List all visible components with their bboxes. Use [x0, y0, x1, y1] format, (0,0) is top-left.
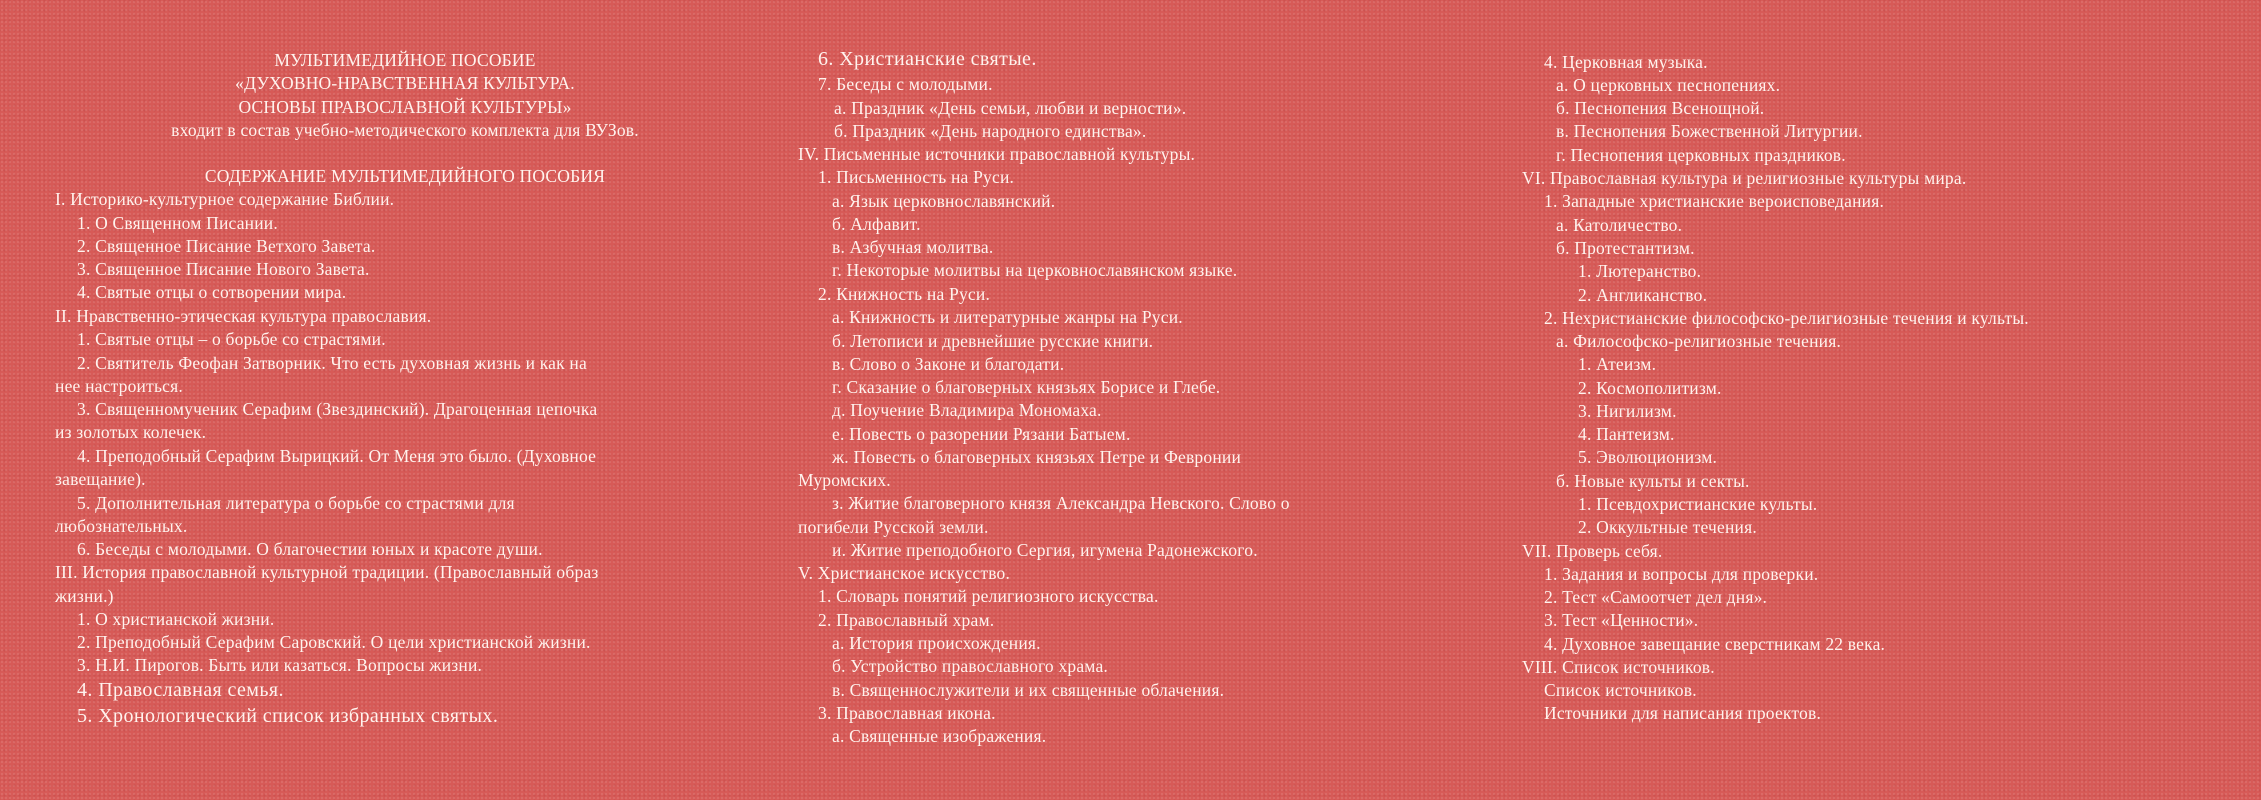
toc-section[interactable]: III. История православной культурной традиции. (Православный образ	[55, 562, 599, 582]
toc-subsubitem[interactable]: 1. Псевдохристианские культы.	[1578, 494, 1818, 514]
toc-subitem[interactable]: б. Алфавит.	[832, 214, 921, 234]
toc-subitem[interactable]: а. Праздник «День семьи, любви и верности».	[834, 98, 1187, 118]
toc-subitem[interactable]: в. Слово о Законе и благодати.	[832, 354, 1065, 374]
header-title-line2: «ДУХОВНО-НРАВСТВЕННАЯ КУЛЬТУРА.	[235, 73, 575, 93]
toc-item[interactable]: 5. Хронологический список избранных святых.	[77, 705, 499, 727]
toc-item[interactable]: 5. Дополнительная литература о борьбе со страстями для	[77, 493, 515, 513]
toc-subitem[interactable]: а. Философско-религиозные течения.	[1556, 331, 1842, 351]
toc-item[interactable]: 1. Западные христианские вероисповедания.	[1544, 191, 1885, 211]
toc-item[interactable]: 3. Священное Писание Нового Завета.	[77, 259, 370, 279]
toc-subsubitem[interactable]: 5. Эволюционизм.	[1578, 447, 1718, 467]
toc-item[interactable]: 1. О Священном Писании.	[77, 213, 278, 233]
toc-subitem[interactable]: з. Житие благоверного князя Александра Невского. Слово о	[832, 493, 1290, 513]
toc-item[interactable]: 4. Духовное завещание сверстникам 22 века.	[1544, 634, 1886, 654]
toc-subsubitem[interactable]: 3. Нигилизм.	[1578, 401, 1677, 421]
toc-subsubitem[interactable]: 2. Оккультные течения.	[1578, 517, 1757, 537]
toc-subitem[interactable]: д. Поучение Владимира Мономаха.	[832, 400, 1102, 420]
header-title: МУЛЬТИМЕДИЙНОЕ ПОСОБИЕ	[274, 50, 536, 70]
toc-item[interactable]: 1. О христианской жизни.	[77, 609, 275, 629]
toc-item[interactable]: 2. Преподобный Серафим Саровский. О цели христианской жизни.	[77, 632, 591, 652]
toc-item-continuation[interactable]: любознательных.	[55, 516, 188, 536]
toc-item[interactable]: 4. Преподобный Серафим Вырицкий. От Меня это было. (Духовное	[77, 446, 597, 466]
toc-subitem-continuation[interactable]: погибели Русской земли.	[798, 517, 989, 537]
toc-subitem[interactable]: г. Некоторые молитвы на церковнославянском языке.	[832, 260, 1238, 280]
toc-item[interactable]: 1. Задания и вопросы для проверки.	[1544, 564, 1819, 584]
toc-subitem[interactable]: г. Песнопения церковных праздников.	[1556, 145, 1846, 165]
toc-section-continuation[interactable]: жизни.)	[55, 586, 114, 606]
toc-section[interactable]: V. Христианское искусство.	[798, 563, 1011, 583]
toc-subitem[interactable]: а. Язык церковнославянский.	[832, 191, 1056, 211]
toc-item[interactable]: 2. Священное Писание Ветхого Завета.	[77, 236, 376, 256]
toc-subsubitem[interactable]: 4. Пантеизм.	[1578, 424, 1675, 444]
toc-section[interactable]: IV. Письменные источники православной культуры.	[798, 144, 1196, 164]
toc-subitem-continuation[interactable]: Муромских.	[798, 470, 891, 490]
toc-item[interactable]: 3. Н.И. Пирогов. Быть или казаться. Вопросы жизни.	[77, 655, 483, 675]
header-subtitle: входит в состав учебно-методического комплекта для ВУЗов.	[171, 120, 639, 140]
toc-subsubitem[interactable]: 1. Атеизм.	[1578, 354, 1657, 374]
toc-subitem[interactable]: в. Азбучная молитва.	[832, 237, 994, 257]
toc-item[interactable]: 4. Святые отцы о сотворении мира.	[77, 282, 347, 302]
toc-subitem[interactable]: в. Песнопения Божественной Литургии.	[1556, 121, 1863, 141]
toc-subitem[interactable]: а. Книжность и литературные жанры на Руси.	[832, 307, 1183, 327]
toc-subitem[interactable]: б. Летописи и древнейшие русские книги.	[832, 331, 1154, 351]
toc-subitem[interactable]: а. История происхождения.	[832, 633, 1041, 653]
toc-item[interactable]: 4. Православная семья.	[77, 679, 284, 701]
toc-item[interactable]: 6. Христианские святые.	[818, 48, 1037, 70]
toc-item[interactable]: 3. Православная икона.	[818, 703, 996, 723]
toc-item-continuation[interactable]: завещание).	[55, 469, 146, 489]
contents-title: СОДЕРЖАНИЕ МУЛЬТИМЕДИЙНОГО ПОСОБИЯ	[204, 166, 606, 186]
toc-subitem[interactable]: и. Житие преподобного Сергия, игумена Радонежского.	[832, 540, 1258, 560]
toc-subitem[interactable]: а. Священные изображения.	[832, 726, 1047, 746]
toc-subitem[interactable]: е. Повесть о разорении Рязани Батыем.	[832, 424, 1131, 444]
toc-item[interactable]: 1. Святые отцы – о борьбе со страстями.	[77, 329, 386, 349]
toc-section[interactable]: VI. Православная культура и религиозные культуры мира.	[1522, 168, 1967, 188]
toc-item[interactable]: 1. Письменность на Руси.	[818, 167, 1015, 187]
toc-subitem[interactable]: г. Сказание о благоверных князьях Борисе и Глебе.	[832, 377, 1221, 397]
toc-subitem[interactable]: б. Новые культы и секты.	[1556, 471, 1750, 491]
toc-subitem[interactable]: б. Протестантизм.	[1556, 238, 1695, 258]
toc-section[interactable]: II. Нравственно-этическая культура православия.	[55, 306, 432, 326]
toc-item[interactable]: 2. Книжность на Руси.	[818, 284, 991, 304]
toc-item[interactable]: 6. Беседы с молодыми. О благочестии юных и красоте души.	[77, 539, 543, 559]
toc-subitem[interactable]: в. Священнослужители и их священные облачения.	[832, 680, 1225, 700]
toc-subitem[interactable]: б. Праздник «День народного единства».	[834, 121, 1147, 141]
toc-item[interactable]: 7. Беседы с молодыми.	[818, 74, 993, 94]
toc-item-continuation[interactable]: из золотых колечек.	[55, 422, 207, 442]
toc-section[interactable]: VII. Проверь себя.	[1522, 541, 1663, 561]
header-title-line3: ОСНОВЫ ПРАВОСЛАВНОЙ КУЛЬТУРЫ»	[238, 97, 572, 117]
toc-subitem[interactable]: а. О церковных песнопениях.	[1556, 75, 1781, 95]
toc-item[interactable]: 2. Православный храм.	[818, 610, 995, 630]
toc-section[interactable]: I. Историко-культурное содержание Библии.	[55, 189, 395, 209]
toc-subsubitem[interactable]: 1. Лютеранство.	[1578, 261, 1702, 281]
toc-subsubitem[interactable]: 2. Космополитизм.	[1578, 378, 1722, 398]
toc-item[interactable]: 2. Святитель Феофан Затворник. Что есть духовная жизнь и как на	[77, 353, 587, 373]
toc-item[interactable]: 2. Нехристианские философско-религиозные течения и культы.	[1544, 308, 2029, 328]
toc-subsubitem[interactable]: 2. Англиканство.	[1578, 285, 1708, 305]
toc-item[interactable]: 3. Священномученик Серафим (Звездинский). Драгоценная цепочка	[77, 399, 598, 419]
toc-item-continuation[interactable]: нее настроиться.	[55, 376, 183, 396]
toc-item[interactable]: 2. Тест «Самоотчет дел дня».	[1544, 587, 1768, 607]
toc-subitem[interactable]: б. Песнопения Всенощной.	[1556, 98, 1765, 118]
toc-item[interactable]: 3. Тест «Ценности».	[1544, 610, 1699, 630]
toc-section[interactable]: VIII. Список источников.	[1522, 657, 1715, 677]
toc-item[interactable]: 4. Церковная музыка.	[1544, 52, 1708, 72]
toc-item[interactable]: 1. Словарь понятий религиозного искусства.	[818, 586, 1159, 606]
toc-item[interactable]: Источники для написания проектов.	[1544, 703, 1822, 723]
toc-subitem[interactable]: б. Устройство православного храма.	[832, 656, 1109, 676]
toc-subitem[interactable]: ж. Повесть о благоверных князьях Петре и Февронии	[832, 447, 1242, 467]
toc-subitem[interactable]: а. Католичество.	[1556, 215, 1683, 235]
toc-item[interactable]: Список источников.	[1544, 680, 1697, 700]
